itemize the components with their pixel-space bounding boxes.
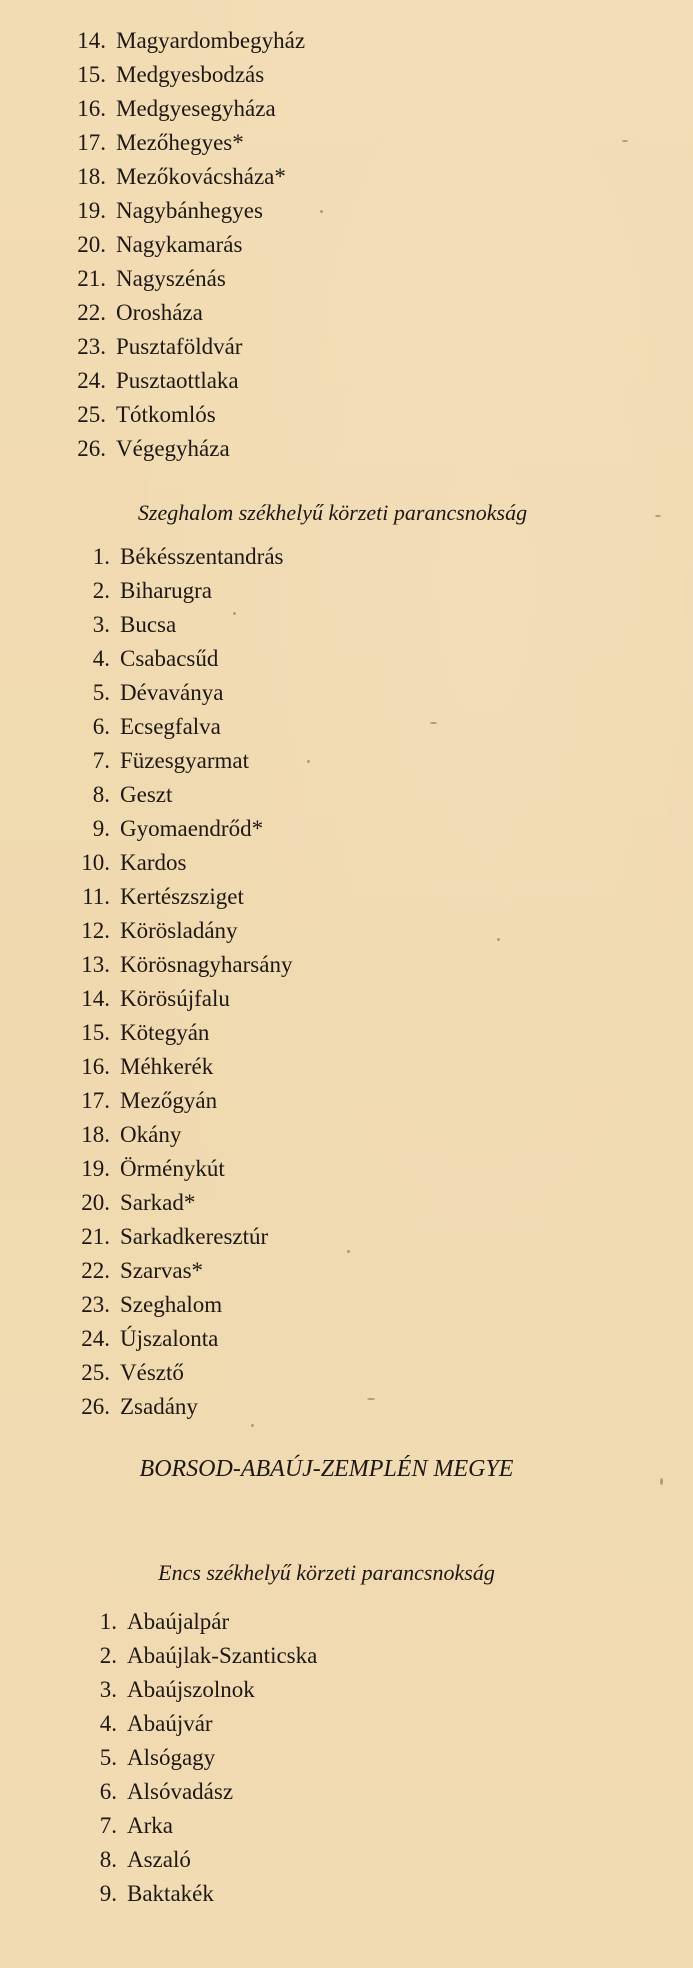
item-number: 19. bbox=[77, 198, 106, 223]
item-number: 8. bbox=[99, 1847, 117, 1872]
item-number: 3. bbox=[92, 612, 110, 637]
list-item bbox=[64, 1186, 292, 1220]
settlement-name: Alsóvadász bbox=[127, 1779, 234, 1804]
list-item bbox=[64, 1322, 292, 1356]
settlement-name: Végegyháza bbox=[116, 436, 230, 461]
settlement-name: Ecsegfalva bbox=[120, 714, 221, 739]
list-item bbox=[60, 262, 305, 296]
district-heading-encs: Encs székhelyű körzeti parancsnokság bbox=[158, 1560, 495, 1585]
settlement-name: Csabacsűd bbox=[120, 646, 219, 671]
settlement-name: Örménykút bbox=[120, 1156, 225, 1181]
settlement-name: Újszalonta bbox=[120, 1326, 219, 1351]
settlement-list-continued bbox=[60, 24, 305, 466]
list-item bbox=[64, 778, 292, 812]
print-speck bbox=[251, 1424, 254, 1427]
settlement-name: Alsógagy bbox=[127, 1745, 216, 1770]
list-item bbox=[64, 948, 292, 982]
settlement-name: Sarkad* bbox=[120, 1190, 196, 1215]
list-item bbox=[80, 1877, 317, 1911]
settlement-name: Körösladány bbox=[120, 918, 238, 943]
item-number: 6. bbox=[99, 1779, 117, 1804]
item-number: 23. bbox=[81, 1292, 110, 1317]
settlement-list-szeghalom bbox=[64, 540, 292, 1424]
item-number: 18. bbox=[77, 164, 106, 189]
item-number: 3. bbox=[99, 1677, 117, 1702]
settlement-name: Gyomaendrőd* bbox=[120, 816, 264, 841]
list-item bbox=[60, 92, 305, 126]
settlement-name: Kötegyán bbox=[120, 1020, 210, 1045]
item-number: 21. bbox=[77, 266, 106, 291]
print-speck bbox=[430, 722, 437, 724]
item-number: 25. bbox=[81, 1360, 110, 1385]
settlement-name: Szeghalom bbox=[120, 1292, 223, 1317]
item-number: 1. bbox=[99, 1609, 117, 1634]
list-item bbox=[60, 126, 305, 160]
list-item bbox=[64, 642, 292, 676]
print-speck bbox=[660, 1478, 663, 1485]
list-item bbox=[64, 1118, 292, 1152]
item-number: 6. bbox=[92, 714, 110, 739]
item-number: 4. bbox=[99, 1711, 117, 1736]
settlement-name: Dévaványa bbox=[120, 680, 224, 705]
item-number: 24. bbox=[81, 1326, 110, 1351]
settlement-name: Magyardombegyház bbox=[116, 28, 306, 53]
settlement-name: Kardos bbox=[120, 850, 187, 875]
item-number: 17. bbox=[81, 1088, 110, 1113]
settlement-name: Pusztaföldvár bbox=[116, 334, 243, 359]
list-item bbox=[80, 1605, 317, 1639]
list-item bbox=[64, 676, 292, 710]
settlement-name: Békésszentandrás bbox=[120, 544, 284, 569]
settlement-name: Nagykamarás bbox=[116, 232, 243, 257]
item-number: 14. bbox=[77, 28, 106, 53]
settlement-name: Okány bbox=[120, 1122, 182, 1147]
item-number: 5. bbox=[99, 1745, 117, 1770]
list-item bbox=[80, 1741, 317, 1775]
item-number: 9. bbox=[92, 816, 110, 841]
list-item bbox=[64, 744, 292, 778]
settlement-name: Méhkerék bbox=[120, 1054, 214, 1079]
print-speck bbox=[622, 140, 628, 142]
settlement-name: Mezőgyán bbox=[120, 1088, 218, 1113]
print-speck bbox=[307, 760, 310, 763]
settlement-name: Medgyesegyháza bbox=[116, 96, 276, 121]
list-item bbox=[80, 1843, 317, 1877]
print-speck bbox=[320, 210, 323, 213]
item-number: 15. bbox=[77, 62, 106, 87]
item-number: 12. bbox=[81, 918, 110, 943]
settlement-name: Vésztő bbox=[120, 1360, 184, 1385]
settlement-name: Zsadány bbox=[120, 1394, 198, 1419]
item-number: 2. bbox=[99, 1643, 117, 1668]
list-item bbox=[60, 432, 305, 466]
list-item bbox=[64, 880, 292, 914]
list-item bbox=[64, 1050, 292, 1084]
settlement-name: Aszaló bbox=[127, 1847, 191, 1872]
print-speck bbox=[655, 515, 661, 517]
item-number: 26. bbox=[81, 1394, 110, 1419]
list-item bbox=[64, 1016, 292, 1050]
county-heading: BORSOD-ABAÚJ-ZEMPLÉN MEGYE bbox=[139, 1456, 514, 1482]
settlement-name: Bucsa bbox=[120, 612, 177, 637]
list-item bbox=[64, 1152, 292, 1186]
list-item bbox=[60, 398, 305, 432]
item-number: 7. bbox=[92, 748, 110, 773]
item-number: 7. bbox=[99, 1813, 117, 1838]
list-item bbox=[64, 982, 292, 1016]
list-item bbox=[60, 364, 305, 398]
list-item bbox=[64, 574, 292, 608]
list-item bbox=[64, 914, 292, 948]
settlement-name: Pusztaottlaka bbox=[116, 368, 239, 393]
settlement-name: Nagyszénás bbox=[116, 266, 226, 291]
item-number: 5. bbox=[92, 680, 110, 705]
list-item bbox=[80, 1809, 317, 1843]
settlement-name: Szarvas* bbox=[120, 1258, 204, 1283]
settlement-name: Mezőhegyes* bbox=[116, 130, 244, 155]
list-item bbox=[60, 24, 305, 58]
list-item bbox=[64, 1084, 292, 1118]
list-item bbox=[60, 296, 305, 330]
list-item bbox=[60, 330, 305, 364]
item-number: 19. bbox=[81, 1156, 110, 1181]
list-item bbox=[64, 1390, 292, 1424]
list-item bbox=[60, 58, 305, 92]
settlement-name: Sarkadkeresztúr bbox=[120, 1224, 269, 1249]
item-number: 9. bbox=[99, 1881, 117, 1906]
settlement-name: Nagybánhegyes bbox=[116, 198, 263, 223]
item-number: 8. bbox=[92, 782, 110, 807]
item-number: 16. bbox=[77, 96, 106, 121]
item-number: 17. bbox=[77, 130, 106, 155]
item-number: 20. bbox=[81, 1190, 110, 1215]
settlement-name: Geszt bbox=[120, 782, 173, 807]
print-speck bbox=[233, 612, 236, 615]
settlement-name: Baktakék bbox=[127, 1881, 214, 1906]
item-number: 23. bbox=[77, 334, 106, 359]
list-item bbox=[64, 846, 292, 880]
settlement-name: Orosháza bbox=[116, 300, 203, 325]
item-number: 2. bbox=[92, 578, 110, 603]
item-number: 24. bbox=[77, 368, 106, 393]
list-item bbox=[60, 228, 305, 262]
list-item bbox=[64, 608, 292, 642]
list-item bbox=[64, 540, 292, 574]
print-speck bbox=[347, 1250, 350, 1253]
item-number: 14. bbox=[81, 986, 110, 1011]
settlement-name: Körösújfalu bbox=[120, 986, 230, 1011]
list-item bbox=[80, 1775, 317, 1809]
item-number: 20. bbox=[77, 232, 106, 257]
settlement-name: Abaújlak-Szanticska bbox=[127, 1643, 318, 1668]
district-heading-szeghalom: Szeghalom székhelyű körzeti parancsnokság bbox=[137, 500, 528, 525]
item-number: 18. bbox=[81, 1122, 110, 1147]
settlement-name: Tótkomlós bbox=[116, 402, 216, 427]
item-number: 25. bbox=[77, 402, 106, 427]
print-speck bbox=[497, 938, 500, 941]
item-number: 1. bbox=[92, 544, 110, 569]
list-item bbox=[64, 1356, 292, 1390]
item-number: 10. bbox=[81, 850, 110, 875]
item-number: 13. bbox=[81, 952, 110, 977]
list-item bbox=[64, 710, 292, 744]
list-item bbox=[64, 1254, 292, 1288]
settlement-name: Biharugra bbox=[120, 578, 212, 603]
list-item bbox=[80, 1707, 317, 1741]
settlement-name: Abaújvár bbox=[127, 1711, 213, 1736]
settlement-list-encs bbox=[80, 1605, 317, 1911]
settlement-name: Füzesgyarmat bbox=[120, 748, 250, 773]
item-number: 11. bbox=[82, 884, 110, 909]
settlement-name: Mezőkovácsháza* bbox=[116, 164, 286, 189]
item-number: 16. bbox=[81, 1054, 110, 1079]
list-item bbox=[64, 1288, 292, 1322]
item-number: 26. bbox=[77, 436, 106, 461]
list-item bbox=[60, 160, 305, 194]
settlement-name: Kertészsziget bbox=[120, 884, 244, 909]
item-number: 21. bbox=[81, 1224, 110, 1249]
settlement-name: Abaújalpár bbox=[127, 1609, 230, 1634]
settlement-name: Abaújszolnok bbox=[127, 1677, 255, 1702]
settlement-name: Körösnagyharsány bbox=[120, 952, 293, 977]
item-number: 22. bbox=[81, 1258, 110, 1283]
list-item bbox=[80, 1673, 317, 1707]
list-item bbox=[60, 194, 305, 228]
list-item bbox=[64, 812, 292, 846]
list-item bbox=[80, 1639, 317, 1673]
settlement-name: Arka bbox=[127, 1813, 173, 1838]
print-speck bbox=[367, 1398, 375, 1400]
item-number: 22. bbox=[77, 300, 106, 325]
settlement-name: Medgyesbodzás bbox=[116, 62, 265, 87]
list-item bbox=[64, 1220, 292, 1254]
item-number: 15. bbox=[81, 1020, 110, 1045]
item-number: 4. bbox=[92, 646, 110, 671]
